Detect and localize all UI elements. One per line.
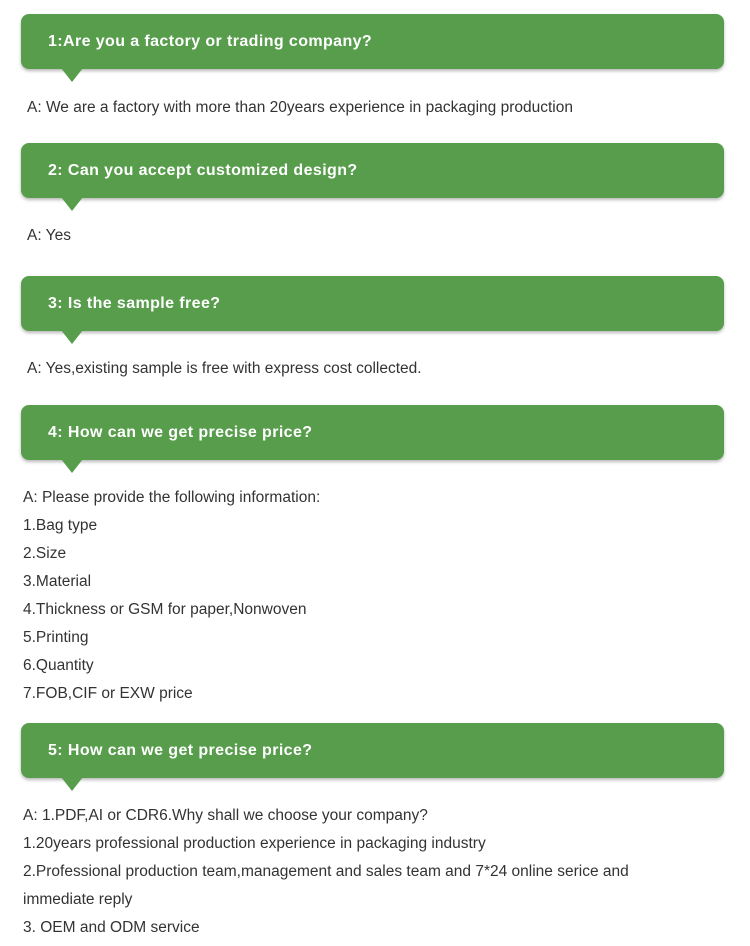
faq-question-1-text: 1:Are you a factory or trading company? [48,33,373,50]
faq-question-5-text: 5: How can we get precise price? [48,742,313,759]
faq-question-4 [21,405,724,460]
faq-question-1 [21,14,724,69]
speech-tail-icon [61,777,83,791]
speech-tail-icon [61,330,83,344]
answer-line: 6.Quantity [23,657,94,674]
faq-question-5 [21,723,724,778]
answer-line: 2.Size [23,545,67,562]
answer-line: 1.20years professional production experience in packaging industry [23,835,486,852]
faq-question-2 [21,143,724,198]
answer-line: A: 1.PDF,AI or CDR6.Why shall we choose your company? [23,807,428,824]
answer-line: 5.Printing [23,629,89,646]
speech-tail-icon [61,197,83,211]
answer-line: 3. OEM and ODM service [23,919,200,936]
answer-line: immediate reply [23,891,133,908]
answer-line: 2.Professional production team,management and sales team and 7*24 online serice and [23,863,629,880]
faq-question-3 [21,276,724,331]
answer-line: 7.FOB,CIF or EXW price [23,685,193,702]
faq-answer-5 [23,802,629,942]
faq-answer-1 [27,94,573,122]
faq-answer-3 [27,355,422,383]
faq-answer-4 [23,484,320,708]
answer-line: 3.Material [23,573,92,590]
speech-tail-icon [61,459,83,473]
answer-line: A: We are a factory with more than 20years experience in packaging production [27,99,573,116]
answer-line: 1.Bag type [23,517,98,534]
faq-question-2-text: 2: Can you accept customized design? [48,162,358,179]
answer-line: A: Yes [27,227,71,244]
answer-line: A: Yes,existing sample is free with express cost collected. [27,360,422,377]
faq-answer-2 [27,222,71,250]
answer-line: A: Please provide the following information: [23,489,321,506]
answer-line: 4.Thickness or GSM for paper,Nonwoven [23,601,307,618]
faq-question-4-text: 4: How can we get precise price? [48,424,313,441]
speech-tail-icon [61,68,83,82]
faq-question-3-text: 3: Is the sample free? [48,295,221,312]
